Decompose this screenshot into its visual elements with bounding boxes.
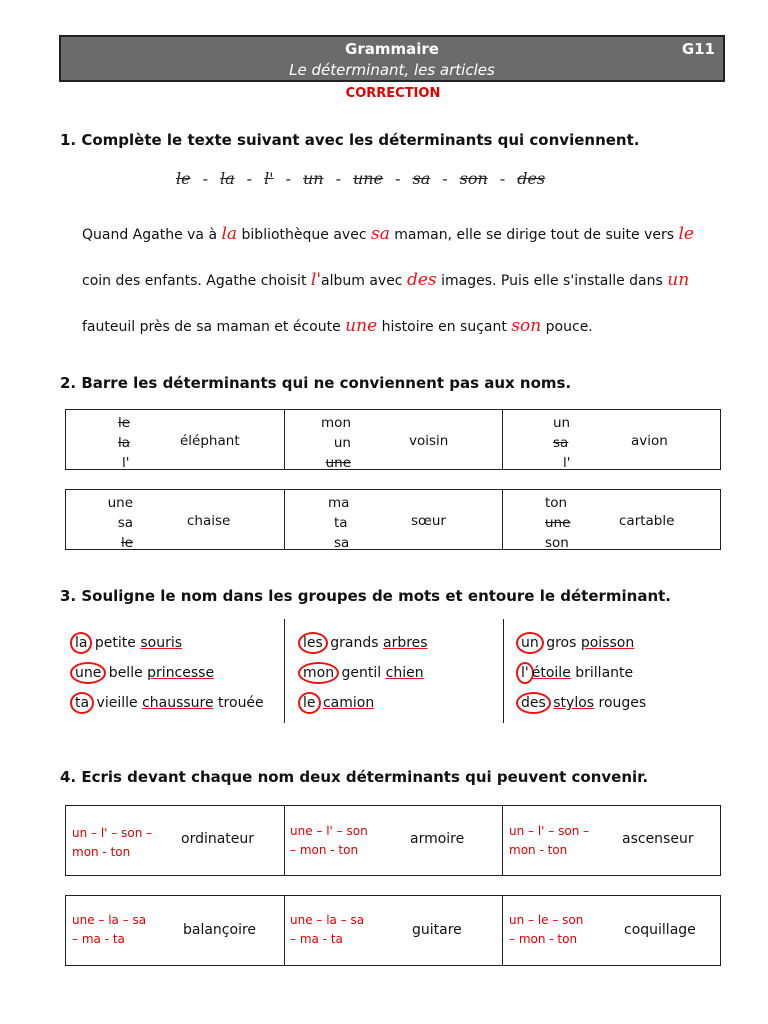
circled-determinant: l' [516, 662, 534, 684]
underlined-noun: étoile [531, 665, 571, 681]
det: une [325, 455, 351, 471]
noun: coquillage [624, 922, 696, 938]
noun: voisin [409, 433, 449, 449]
text-segment: vieille [92, 695, 143, 711]
divider [502, 896, 503, 965]
text-segment: coin des enfants. Agathe choisit [82, 273, 311, 289]
det-list [118, 413, 130, 473]
text-segment: album avec [321, 273, 407, 289]
text-segment: pouce. [541, 319, 593, 335]
text-segment: trouée [213, 695, 264, 711]
word-group [516, 632, 634, 654]
det-answer: mon - ton [509, 843, 568, 857]
word-bank [170, 169, 551, 188]
det: ta [334, 515, 348, 531]
bank-sep: - [285, 169, 291, 188]
noun: sœur [411, 513, 446, 529]
det: une [545, 515, 571, 531]
noun: ascenseur [622, 831, 694, 847]
question-3-title: 3. Souligne le nom dans les groupes de mots et entoure le déterminant. [60, 587, 672, 605]
det: le [118, 415, 131, 431]
det-list [106, 493, 133, 553]
bank-word: son [459, 169, 488, 188]
bank-sep: - [246, 169, 253, 188]
bank-word: un [302, 169, 324, 188]
det: un [333, 435, 351, 451]
circled-determinant: mon [298, 662, 339, 684]
text-segment: images. Puis elle s'installe dans [436, 273, 668, 289]
det-answer: – ma - ta [290, 932, 343, 946]
table-q2-row2 [65, 489, 721, 550]
word-group [298, 662, 424, 684]
bank-sep: - [335, 169, 341, 188]
bank-word: sa [412, 169, 431, 188]
underlined-noun: camion [322, 695, 375, 711]
noun: éléphant [180, 433, 240, 449]
det-answer: une – la – sa [290, 913, 365, 927]
noun: avion [631, 433, 668, 449]
noun: armoire [410, 831, 465, 847]
answer: des [406, 270, 437, 290]
sheet-code: G11 [681, 40, 715, 58]
text-segment: belle [104, 665, 148, 681]
word-group [70, 632, 182, 654]
text-segment: gros [541, 635, 581, 651]
circled-determinant: la [70, 632, 92, 654]
bank-word: une [353, 169, 384, 188]
divider [502, 410, 503, 469]
text-line-2 [82, 270, 689, 290]
answer: l' [310, 270, 322, 290]
circled-determinant: le [298, 692, 321, 714]
divider [502, 806, 503, 875]
table-q2-row1 [65, 409, 721, 470]
underlined-noun: arbres [382, 635, 428, 651]
det: son [545, 535, 569, 551]
det-answer: un – l' – son – [72, 826, 153, 840]
divider [284, 410, 285, 469]
det: une [107, 495, 133, 511]
noun: balançoire [183, 922, 257, 938]
det: ton [545, 495, 568, 511]
text-segment: rouges [594, 695, 647, 711]
bank-sep: - [499, 169, 506, 188]
underlined-noun: stylos [553, 695, 595, 711]
det: mon [321, 415, 351, 431]
page-title: Grammaire [345, 40, 439, 58]
answer: une [345, 316, 378, 336]
underlined-noun: chaussure [142, 695, 214, 711]
circled-determinant: ta [70, 692, 94, 714]
answer: un [667, 270, 690, 290]
det: sa [553, 435, 569, 451]
table-q4-row2 [65, 895, 721, 966]
word-group [70, 692, 264, 714]
circled-determinant: les [298, 632, 328, 654]
det-answer: mon - ton [72, 845, 131, 859]
det: ma [328, 495, 350, 511]
underlined-noun: poisson [580, 635, 635, 651]
det-answer: un – le – son [509, 913, 584, 927]
det-answer: – mon - ton [290, 843, 359, 857]
answer: son [511, 316, 542, 336]
det: sa [334, 535, 350, 551]
underlined-noun: souris [140, 635, 183, 651]
word-group [70, 662, 214, 684]
bank-sep: - [202, 169, 208, 188]
title-banner [59, 35, 725, 82]
divider [284, 806, 285, 875]
det-answer: – mon - ton [509, 932, 578, 946]
bank-sep: - [395, 169, 401, 188]
question-1-title: 1. Complète le texte suivant avec les déterminants qui conviennent. [60, 131, 640, 149]
noun: guitare [412, 922, 462, 938]
question-4-title: 4. Ecris devant chaque nom deux déterminants qui peuvent convenir. [60, 768, 649, 786]
det-list [321, 413, 351, 473]
det: l' [122, 455, 130, 471]
answer: sa [370, 224, 390, 244]
circled-determinant: des [516, 692, 551, 714]
det-list [553, 413, 570, 473]
noun: ordinateur [181, 831, 255, 847]
det-answer: une – l' – son [290, 824, 368, 838]
underlined-noun: chien [385, 665, 424, 681]
text-segment: bibliothèque avec [237, 227, 371, 243]
det-answer: un – l' – son – [509, 824, 590, 838]
text-segment: petite [90, 635, 141, 651]
noun: cartable [619, 513, 675, 529]
word-group [298, 692, 374, 714]
answer: le [678, 224, 694, 244]
circled-determinant: un [516, 632, 544, 654]
word-group [516, 662, 633, 684]
det-answer: – ma - ta [72, 932, 125, 946]
bank-word: l' [264, 169, 274, 188]
det: un [553, 415, 571, 431]
divider [284, 490, 285, 549]
question-2-title: 2. Barre les déterminants qui ne conviennent pas aux noms. [60, 374, 572, 392]
column-divider [503, 619, 504, 723]
text-segment: grands [325, 635, 383, 651]
det-list [328, 493, 349, 553]
answer: la [221, 224, 238, 244]
text-line-3 [82, 316, 593, 336]
column-divider [284, 619, 285, 723]
divider [284, 896, 285, 965]
word-group [516, 692, 646, 714]
text-segment: gentil [337, 665, 386, 681]
circled-determinant: une [70, 662, 106, 684]
bank-word: des [517, 169, 546, 188]
text-segment: histoire en suçant [377, 319, 512, 335]
text-segment: fauteuil près de sa maman et écoute [82, 319, 346, 335]
text-segment: maman, elle se dirige tout de suite vers [389, 227, 679, 243]
page-subtitle: Le déterminant, les articles [289, 61, 495, 79]
det-list [545, 493, 570, 553]
underlined-noun: princesse [147, 665, 215, 681]
bank-sep: - [442, 169, 448, 188]
det-answer: une – la – sa [72, 913, 147, 927]
bank-word: le [176, 169, 191, 188]
det: le [120, 535, 133, 551]
word-group [298, 632, 428, 654]
text-line-1 [82, 224, 694, 244]
table-q4-row1 [65, 805, 721, 876]
det: l' [563, 455, 571, 471]
det: sa [117, 515, 133, 531]
text-segment: brillante [570, 665, 634, 681]
correction-label: CORRECTION [345, 86, 441, 101]
noun: chaise [187, 513, 231, 529]
text-segment: Quand Agathe va à [82, 227, 222, 243]
divider [502, 490, 503, 549]
det: la [118, 435, 131, 451]
bank-word: la [220, 169, 235, 188]
